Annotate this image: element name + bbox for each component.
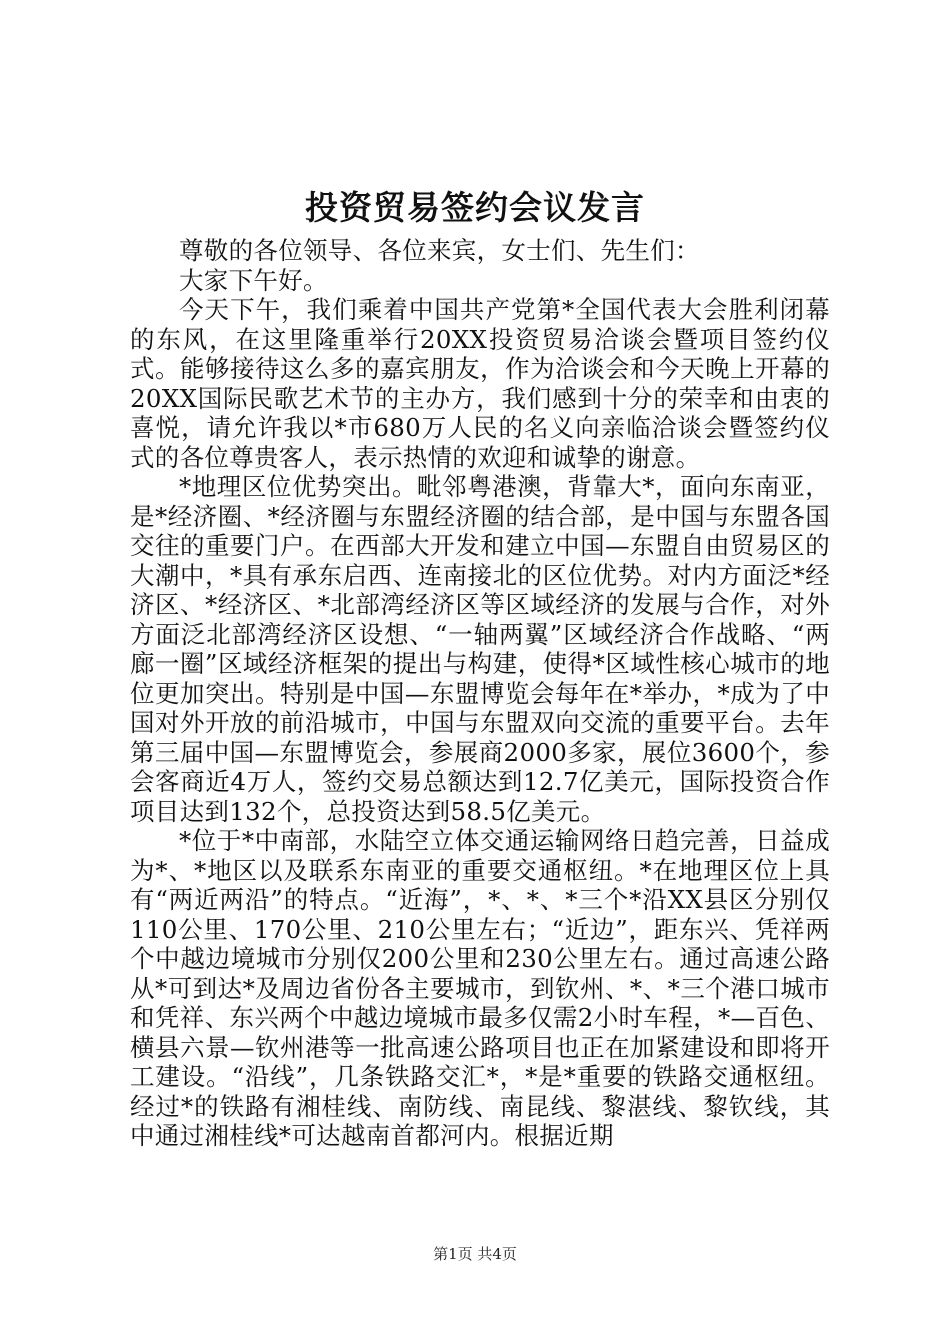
document-body	[130, 236, 830, 1151]
body-paragraph: *地理区位优势突出。毗邻粤港澳，背靠大*，面向东南亚，是*经济圈、*经济圈与东盟经济圈的结合部，是中国与东盟各国交往的重要门户。在西部大开发和建立中国—东盟自由贸易区的大潮中，*具有承东启西、连南接北的区位优势。对内方面泛*经济区、*经济区、*北部湾经济区等区域经济的发展与合作，对外方面泛北部湾经济区设想、“一轴两翼”区域经济合作战略、“两廊一圈”区域经济框架的提出与构建，使得*区域性核心城市的地位更加突出。特别是中国—东盟博览会每年在*举办，*成为了中国对外开放的前沿城市，中国与东盟双向交流的重要平台。去年第三届中国—东盟博览会，参展商2000多家，展位3600个，参会客商近4万人，签约交易总额达到12.7亿美元，国际投资合作项目达到132个，总投资达到58.5亿美元。	[130, 472, 830, 826]
salutation-paragraph: 尊敬的各位领导、各位来宾，女士们、先生们：	[179, 236, 700, 265]
body-paragraph: 今天下午，我们乘着中国共产党第*全国代表大会胜利闭幕的东风，在这里隆重举行20XX投资贸易洽谈会暨项目签约仪式。能够接待这么多的嘉宾朋友，作为洽谈会和今天晚上开幕的20XX国际民歌艺术节的主办方，我们感到十分的荣幸和由衷的喜悦，请允许我以*市680万人民的名义向亲临洽谈会暨签约仪式的各位尊贵客人，表示热情的欢迎和诚挚的谢意。	[130, 295, 830, 472]
page-number-footer: 第1页 共4页	[433, 1245, 517, 1263]
greeting-paragraph: 大家下午好。	[179, 265, 328, 295]
document-title: 投资贸易签约会议发言	[305, 188, 645, 227]
body-paragraph: *位于*中南部，水陆空立体交通运输网络日趋完善，日益成为*、*地区以及联系东南亚的重要交通枢纽。*在地理区位上具有“两近两沿”的特点。“近海”，*、*、*三个*沿XX县区分别仅110公里、170公里、210公里左右；“近边”，距东兴、凭祥两个中越边境城市分别仅200公里和230公里左右。通过高速公路从*可到达*及周边省份各主要城市，到钦州、*、*三个港口城市和凭祥、东兴两个中越边境城市最多仅需2小时车程，*—百色、横县六景—钦州港等一批高速公路项目也正在加紧建设和即将开工建设。“沿线”，几条铁路交汇*，*是*重要的铁路交通枢纽。经过*的铁路有湘桂线、南防线、南昆线、黎湛线、黎钦线，其中通过湘桂线*可达越南首都河内。根据近期	[130, 826, 830, 1150]
